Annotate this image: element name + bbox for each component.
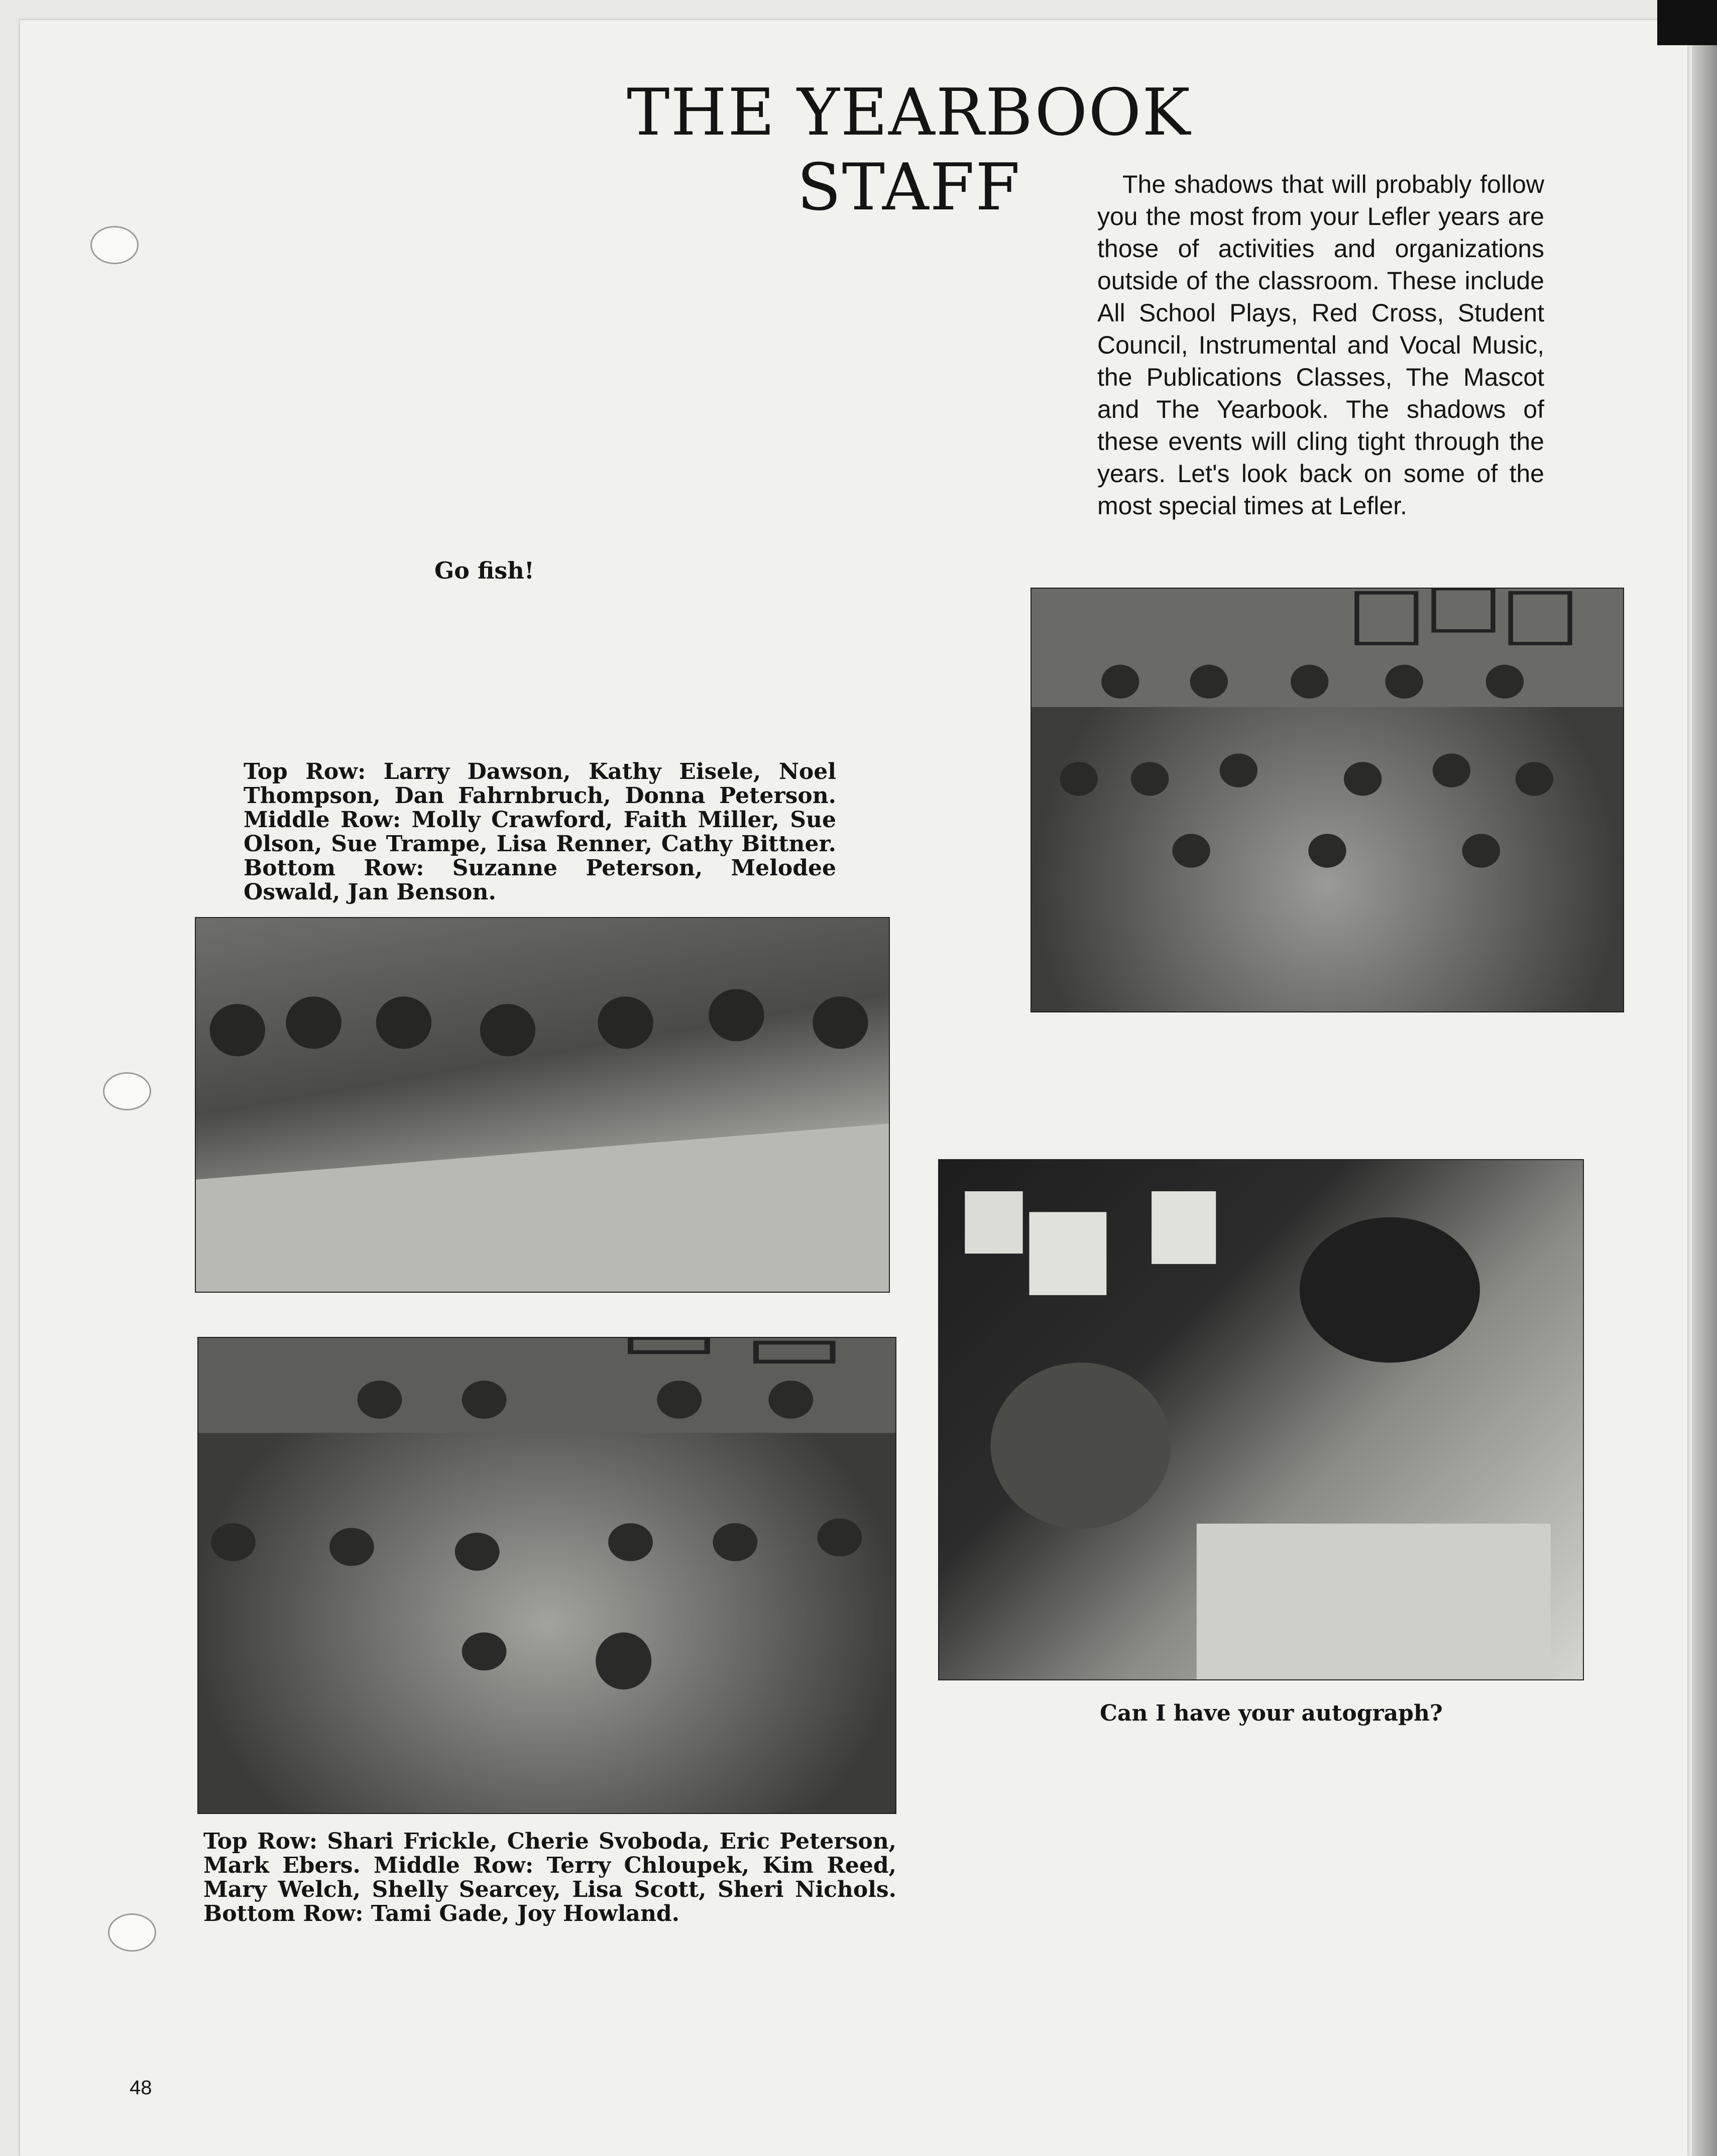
page-edge (1692, 0, 1717, 2156)
page-title: THE YEARBOOK STAFF (627, 75, 1191, 225)
caption-group-one: Top Row: Larry Dawson, Kathy Eisele, Noel Thompson, Dan Fahrnbruch, Donna Peterson. Middle Row: Molly Crawford, Faith Miller, Sue Olson, Sue Trampe, Lisa Renner, Cathy Bittner. Bottom Row: Suzanne Peterson, Melodee Oswald, Jan Benson. (244, 759, 836, 905)
binder-hole (103, 1072, 151, 1110)
binder-hole (108, 1913, 156, 1952)
caption-go-fish: Go fish! (434, 557, 534, 584)
caption-autograph: Can I have your autograph? (1100, 1700, 1443, 1726)
page-number: 48 (130, 2077, 152, 2099)
binder-hole (90, 226, 139, 264)
group-photo-bottom-left (197, 1337, 896, 1814)
go-fish-photo (195, 917, 890, 1293)
caption-group-two: Top Row: Shari Frickle, Cherie Svoboda, Eric Peterson, Mark Ebers. Middle Row: Terry Chloupek, Kim Reed, Mary Welch, Shelly Searcey, Lisa Scott, Sheri Nichols. Bottom Row: Tami Gade, Joy Howland. (203, 1829, 896, 1926)
intro-paragraph: The shadows that will probably follow you the most from your Lefler years are those of activities and organizations outside of the classroom. These include All School Plays, Red Cross, Student Council, Instrumental and Vocal Music, the Publications Classes, The Mascot and The Yearbook. The shadows of these events will cling tight through the years. Let's look back on some of the most special times at Lefler. (1097, 170, 1544, 520)
group-photo-top-right (1031, 588, 1624, 1012)
autograph-photo (938, 1159, 1584, 1680)
scan-corner (1657, 0, 1717, 45)
